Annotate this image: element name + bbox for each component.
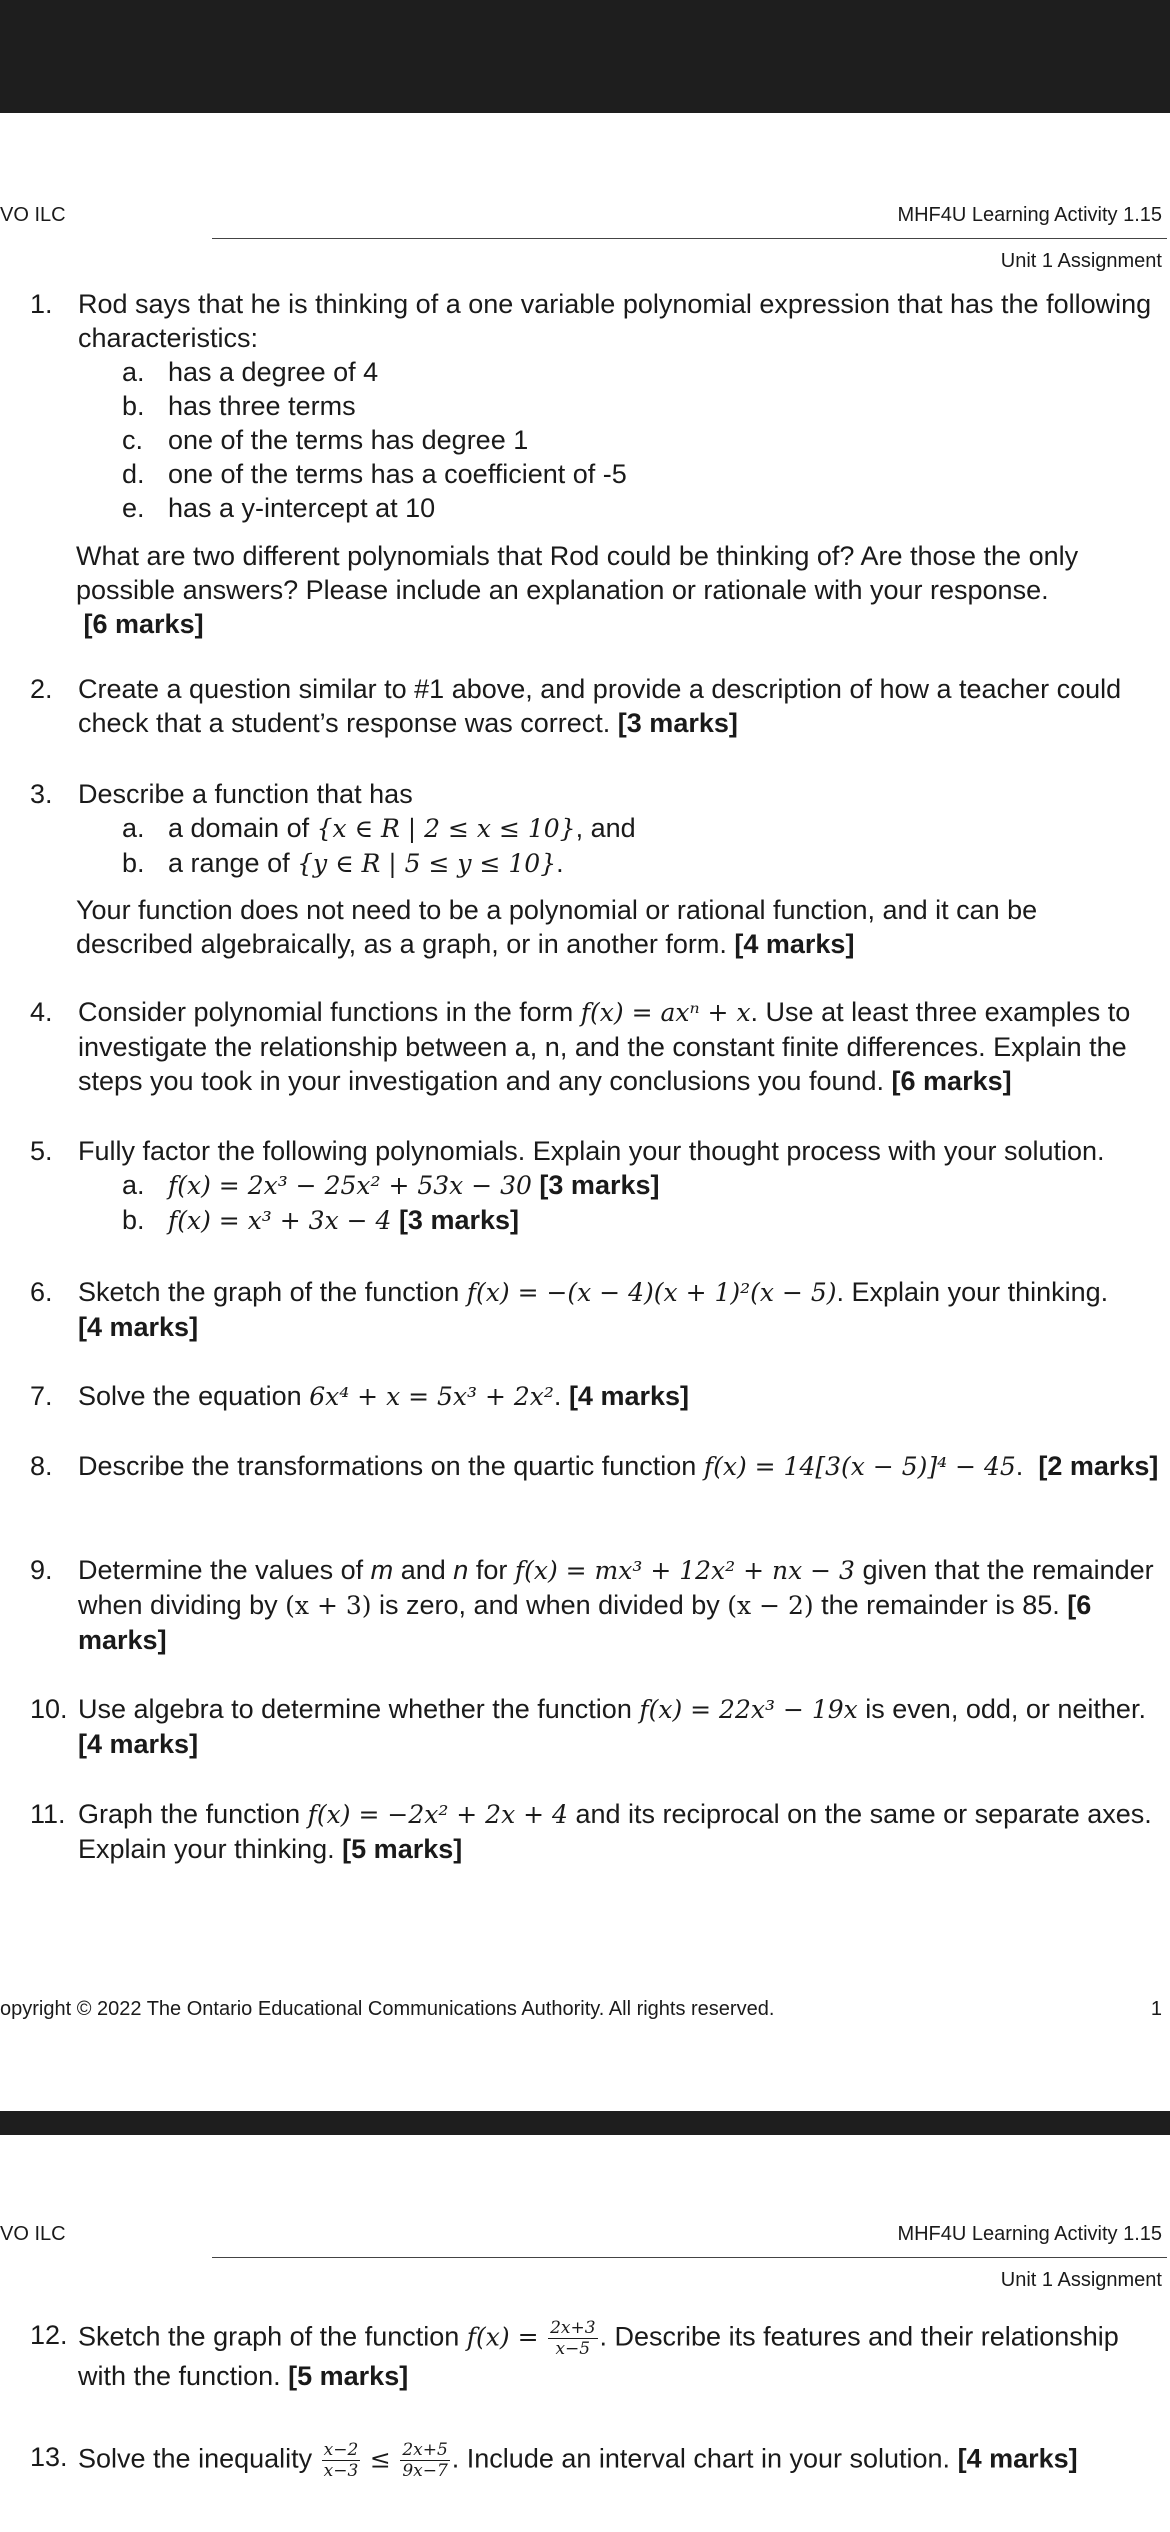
question-number: 1. bbox=[30, 289, 53, 319]
subheader: Unit 1 Assignment bbox=[1000, 250, 1162, 272]
marks: [6 marks] bbox=[891, 1066, 1012, 1096]
question-7: 7. Solve the equation 6x⁴ + x = 5x³ + 2x². [4 marks] bbox=[30, 1381, 690, 1411]
page-break-band bbox=[0, 2111, 1170, 2135]
page-number: 1 bbox=[1150, 1998, 1162, 2020]
marks: [2 marks] bbox=[1038, 1451, 1159, 1481]
list-item: b. has three terms bbox=[122, 391, 356, 421]
list-item: e. has a y-intercept at 10 bbox=[122, 493, 436, 523]
header-right: MHF4U Learning Activity 1.15 bbox=[897, 204, 1162, 226]
header-rule bbox=[212, 238, 1167, 239]
question-10: 10. Use algebra to determine whether the function f(x) = 22x³ − 19x is even, odd, or neither. [4 marks] bbox=[30, 1694, 1146, 1759]
question-6: 6. Sketch the graph of the function f(x) = −(x − 4)(x + 1)²(x − 5). Explain your thinking. [4 marks] bbox=[30, 1277, 1109, 1342]
list-item: c. one of the terms has degree 1 bbox=[122, 425, 529, 455]
top-dark-band bbox=[0, 0, 1170, 113]
question-4: 4. Consider polynomial functions in the form f(x) = axⁿ + x. Use at least three examples to investigate the relationship between a, n, and the constant finite differences. Explain the steps you took in your investigation and any conclusions you found. [6 marks] bbox=[30, 997, 1131, 1096]
copyright-footer: opyright © 2022 The Ontario Educational Communications Authority. All rights reserved. bbox=[0, 1998, 775, 2020]
question-paragraph: What are two different polynomials that Rod could be thinking of? Are those the only possible answers? Please include an explanation or rationale with your response. [6 marks] bbox=[76, 541, 1079, 639]
fraction: $\frac{2x+5}{9x-7}$ bbox=[402, 2440, 448, 2481]
marks: [4 marks] bbox=[957, 2443, 1078, 2474]
question-text: Fully factor the following polynomials. Explain your thought process with your solution. bbox=[78, 1136, 1105, 1166]
list-item: a. a domain of {x ∈ R | 2 ≤ x ≤ 10}, and bbox=[122, 813, 636, 843]
math-expression: f(x) = axⁿ + x bbox=[580, 998, 751, 1027]
fraction: $\frac{2x+3}{x-5}$ bbox=[550, 2318, 596, 2359]
header-right: MHF4U Learning Activity 1.15 bbox=[897, 2223, 1162, 2245]
list-item: b. a range of {y ∈ R | 5 ≤ y ≤ 10}. bbox=[122, 848, 564, 878]
list-item: a. has a degree of 4 bbox=[122, 357, 379, 387]
header-left: VO ILC bbox=[0, 2223, 66, 2245]
subheader: Unit 1 Assignment bbox=[1000, 2269, 1162, 2291]
header-rule bbox=[212, 2257, 1167, 2258]
marks: [3 marks] bbox=[617, 708, 738, 738]
question-8: 8. Describe the transformations on the quartic function f(x) = 14[3(x − 5)]⁴ − 45. [2 marks] bbox=[30, 1451, 1159, 1481]
marks: [5 marks] bbox=[342, 1834, 463, 1864]
question-paragraph: Your function does not need to be a polynomial or rational function, and it can be described algebraically, as a graph, or in another form. [4 marks] bbox=[76, 895, 1038, 959]
marks: [5 marks] bbox=[288, 2361, 409, 2391]
question-12: 12. Sketch the graph of the function f(x) = $\frac{2x+3}{x-5}$ . Describe its features and their relationship with the function. [5 marks] bbox=[30, 2318, 1119, 2391]
question-11: 11. Graph the function f(x) = −2x² + 2x + 4 and its reciprocal on the same or separate axes. Explain your thinking. [5 marks] bbox=[30, 1799, 1152, 1864]
marks: [6 marks] bbox=[83, 609, 204, 639]
question-9: 9. Determine the values of m and n for f(x) = mx³ + 12x² + nx − 3 given that the remainder when dividing by (x + 3) is zero, and when divided by (x − 2) the remainder is 85. [6 marks] bbox=[30, 1555, 1154, 1655]
list-item: b. f(x) = x³ + 3x − 4 [3 marks] bbox=[122, 1205, 520, 1235]
marks: [4 marks] bbox=[78, 1312, 199, 1342]
question-13: 13. Solve the inequality $\frac{x-2}{x-3}$ ≤ $\frac{2x+5}{9x-7}$ . Include an interval chart in your solution. [4 marks] bbox=[30, 2440, 1078, 2481]
list-item: a. f(x) = 2x³ − 25x² + 53x − 30 [3 marks] bbox=[122, 1170, 660, 1200]
question-2: 2. Create a question similar to #1 above, and provide a description of how a teacher could check that a student’s response was correct. [3 marks] bbox=[30, 674, 1122, 738]
marks: [4 marks] bbox=[78, 1729, 199, 1759]
marks: [3 marks] bbox=[398, 1205, 520, 1235]
question-text: Rod says that he is thinking of a one variable polynomial expression that has the following characteristics: bbox=[78, 289, 1152, 353]
marks: [3 marks] bbox=[539, 1170, 660, 1200]
marks: [6 marks] bbox=[78, 1590, 1092, 1655]
fraction: $\frac{x-2}{x-3}$ bbox=[323, 2440, 359, 2481]
question-text: Describe a function that has bbox=[78, 779, 413, 809]
question-3: 3. Describe a function that has a. a domain of {x ∈ R | 2 ≤ x ≤ 10}, and b. a range of {y ∈ R | 5 ≤ y ≤ 10}. Your function does not need to be a polynomial or rational function, and it can be described algebraically, as a graph, or in another form. [4 marks] bbox=[0, 777, 1160, 961]
list-item: d. one of the terms has a coefficient of -5 bbox=[122, 459, 627, 489]
question-1 bbox=[0, 287, 1160, 641]
marks: [4 marks] bbox=[568, 1381, 690, 1411]
header-left: VO ILC bbox=[0, 204, 66, 226]
question-5: 5. Fully factor the following polynomials. Explain your thought process with your solution. a. f(x) = 2x³ − 25x² + 53x − 30 [3 marks] b. f(x) = x³ + 3x − 4 [3 marks] bbox=[0, 1134, 1160, 1238]
marks: [4 marks] bbox=[734, 929, 855, 959]
question-text: Create a question similar to #1 above, and provide a description of how a teacher could check that a student’s response was correct. bbox=[78, 674, 1122, 738]
